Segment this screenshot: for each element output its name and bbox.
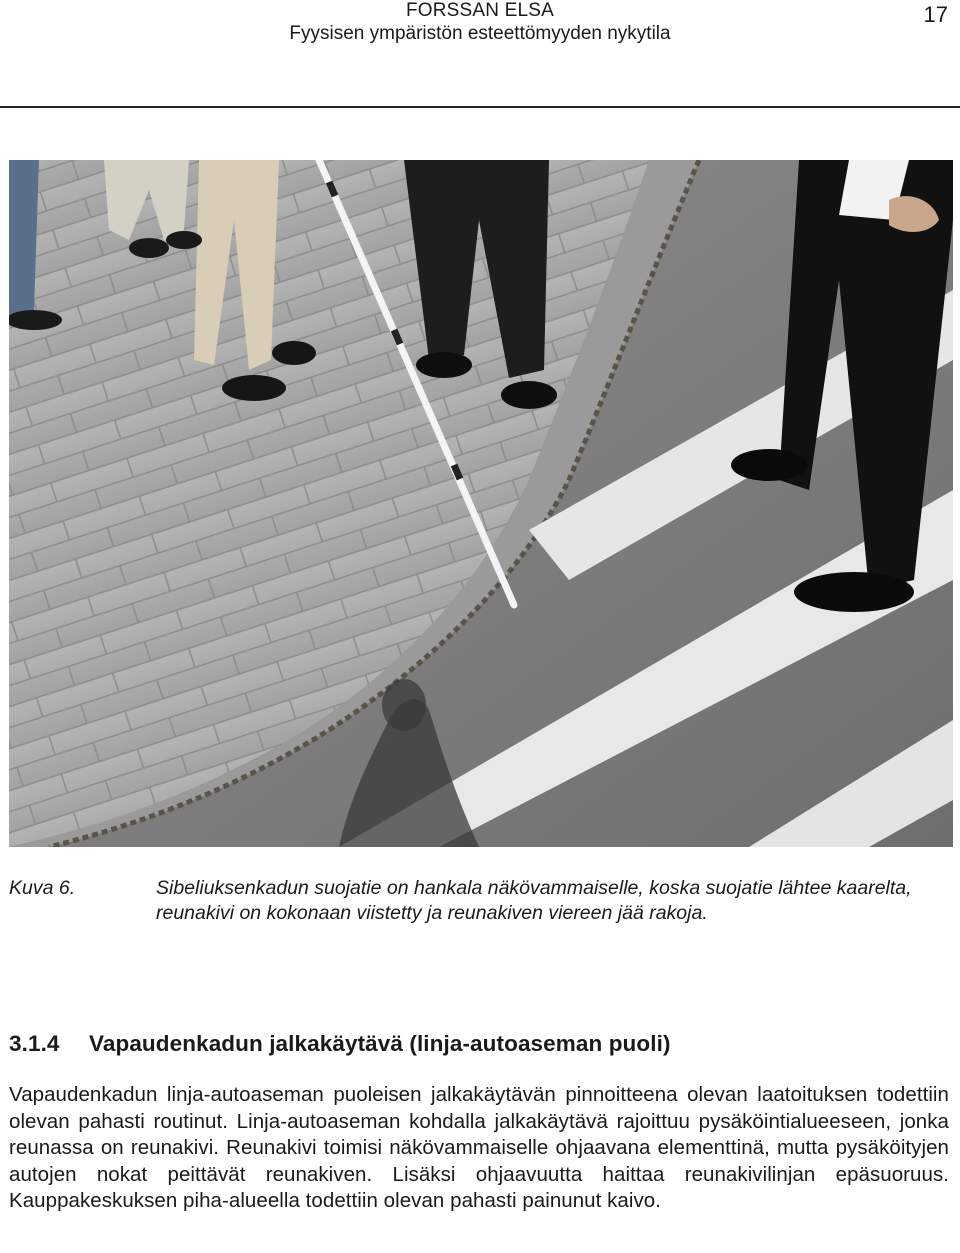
- shadow-head: [382, 679, 426, 731]
- shoe-1: [272, 341, 316, 365]
- section-title: Vapaudenkadun jalkakäytävä (linja-autoaseman puoli): [89, 1031, 671, 1056]
- running-header: [0, 0, 960, 110]
- figure-label: Kuva 6.: [9, 877, 76, 899]
- header-title: Fyysisen ympäristön esteettömyyden nykytila: [289, 23, 671, 44]
- header-author: FORSSAN ELSA: [405, 0, 555, 21]
- shoe-6: [416, 352, 472, 378]
- shoe-2: [222, 375, 286, 401]
- header-rule: [0, 106, 960, 108]
- shoe-4: [166, 231, 202, 249]
- crosswalk-photo-illustration: [9, 160, 953, 847]
- shoe-3: [129, 238, 169, 258]
- shoe-7: [501, 381, 557, 409]
- shoe-8: [794, 572, 914, 612]
- page-number: 17: [923, 2, 948, 27]
- shoe-9: [731, 449, 807, 481]
- figure-photo: [9, 160, 953, 847]
- blue-jeans: [9, 160, 39, 315]
- figure-caption-text: Sibeliuksenkadun suojatie on hankala näkövammaiselle, koska suojatie lähtee kaarelta, reunakivi on kokonaan viistetty ja reunakiven viereen jää rakoja.: [156, 877, 912, 924]
- body-paragraph: Vapaudenkadun linja-autoaseman puoleisen jalkakäytävän pinnoitteena olevan laatoituksen todettiin olevan pahasti routinut. Linja-autoaseman kohdalla jalkakäytävä rajoittuu pysäköintialueeseen, jonka reunassa on reunakivi. Reunakivi toimisi näkövammaiselle ohjaavana elementtinä, mutta pysäköityjen autojen nokat peittävät reunakiven. Lisäksi ohjaavuutta haittaa reunakivilinjan epäsuoruus. Kauppakeskuksen piha-alueella todettiin olevan pahasti painunut kaivo.: [9, 1083, 949, 1213]
- section-number: 3.1.4: [9, 1031, 60, 1056]
- section-heading: [9, 1030, 671, 1058]
